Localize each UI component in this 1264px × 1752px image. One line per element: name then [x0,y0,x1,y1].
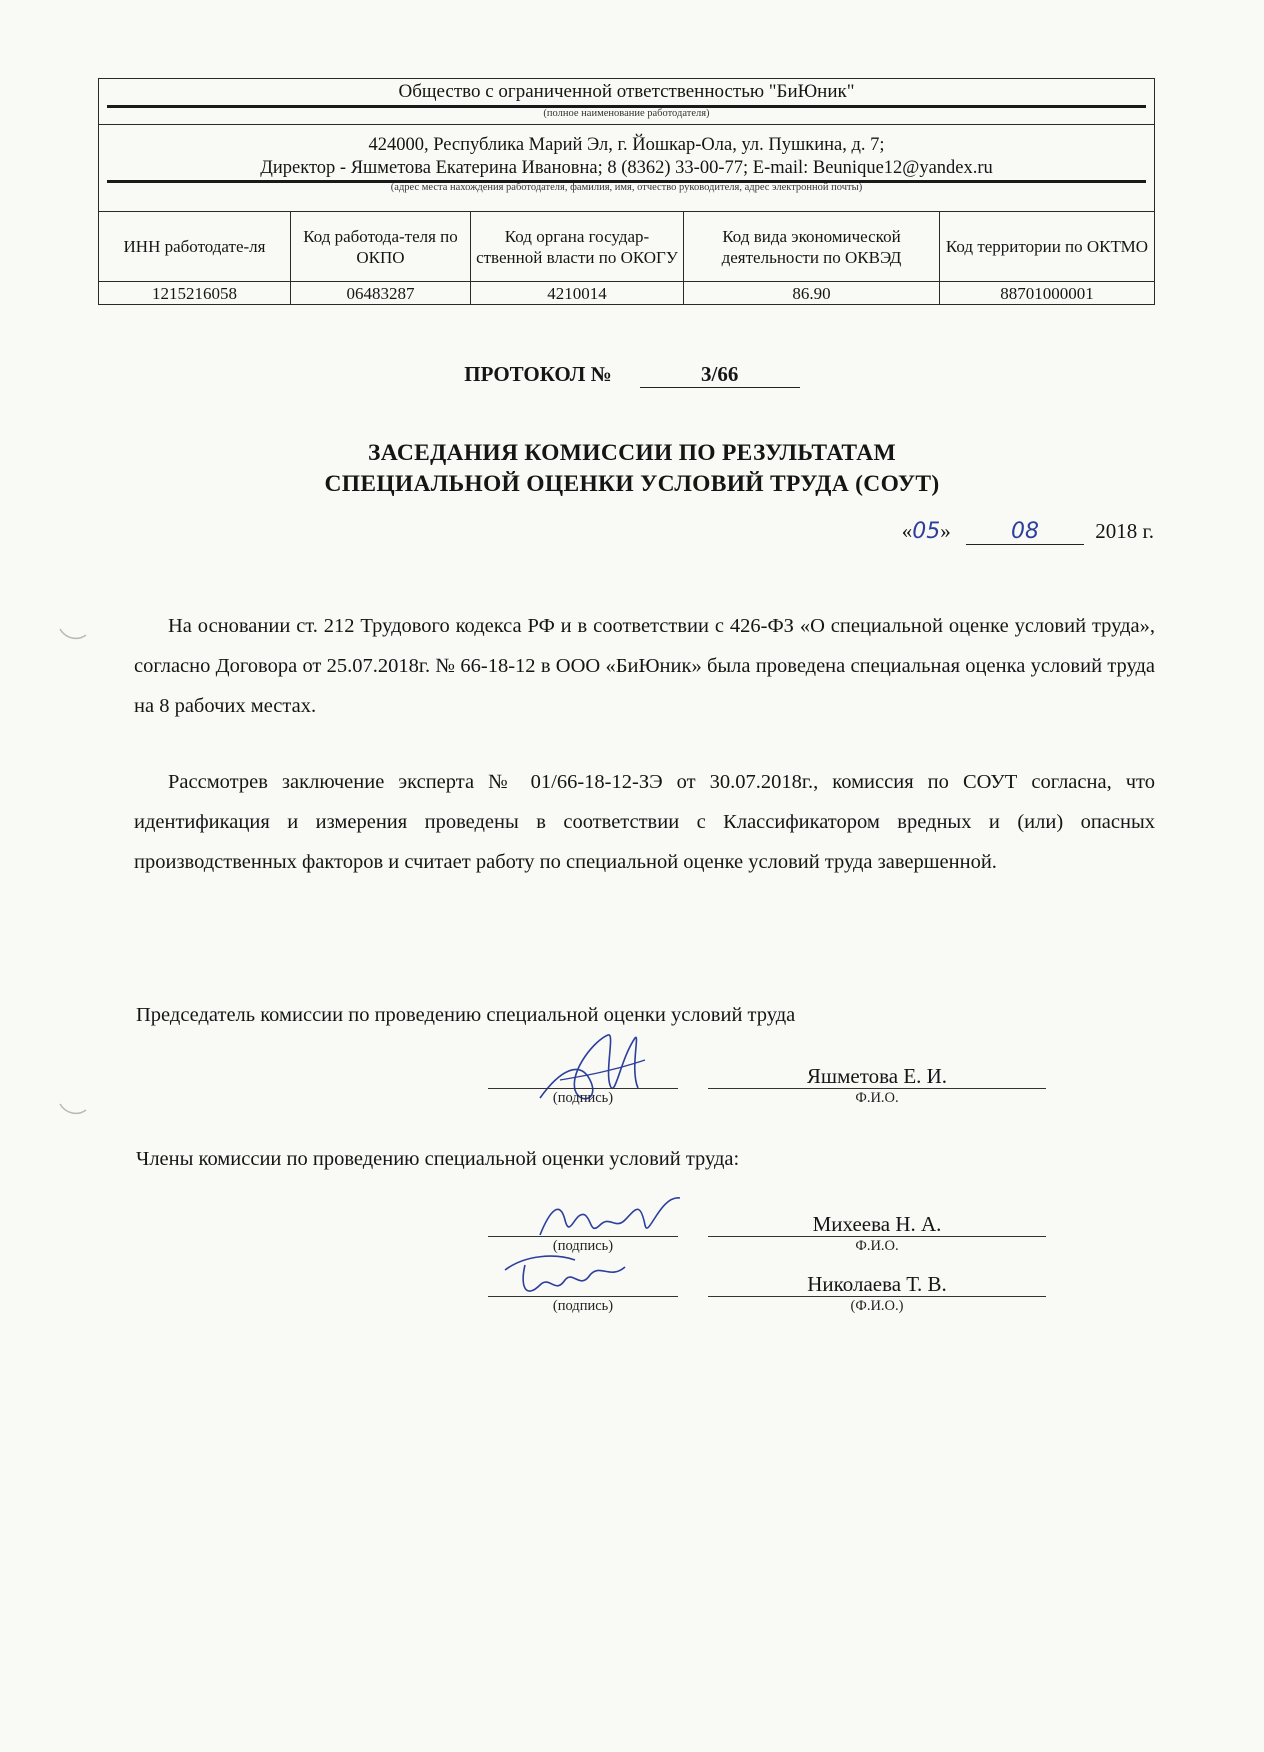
inn-header: ИНН работодате-ля [99,212,291,282]
oktmo-value: 88701000001 [940,282,1155,305]
document-date [902,519,1154,545]
date-year: 2018 г. [1095,519,1154,543]
punch-mark-icon [58,1100,88,1120]
member-1-name-caption: Ф.И.О. [855,1238,899,1254]
address-caption: (адрес места нахождения работодателя, фамилия, имя, отчество руководителя, адрес электронной почты) [390,182,863,193]
member-1-signature-caption: (подпись) [552,1238,614,1254]
member-2-name-line [708,1296,1046,1297]
address-line-1: 424000, Республика Марий Эл, г. Йошкар-Ола, ул. Пушкина, д. 7; [368,135,885,155]
chair-signature-caption: (подпись) [552,1090,614,1106]
org-caption: (полное наименование работодателя) [543,108,710,119]
member-2-name: Николаева Т. В. [807,1272,947,1296]
member-2-signature-caption: (подпись) [552,1298,614,1314]
codes-header-row [99,212,1154,282]
okved-header: Код вида экономической деятельности по ОКВЭД [684,212,940,282]
protocol-heading [0,362,1264,388]
protocol-label: ПРОТОКОЛ № [464,362,612,386]
member-2-signature-line [488,1296,678,1297]
chair-name-caption: Ф.И.О. [855,1090,899,1106]
paragraph-basis: На основании ст. 212 Трудового кодекса РФ и в соответствии с 426-ФЗ «О специальной оценке условий труда», согласно Договора от 25.07.2018г. № 66-18-12 в ООО «БиЮник» была проведена специальная оценка условий труда на 8 рабочих местах. [134,615,1155,717]
oktmo-header: Код территории по ОКТМО [940,212,1155,282]
employer-header [98,78,1155,305]
okogu-value: 4210014 [471,282,684,305]
okpo-value: 06483287 [291,282,471,305]
org-name: Общество с ограниченной ответственностью "БиЮник" [398,81,855,102]
punch-mark-icon [58,625,88,645]
paragraph-conclusion: Рассмотрев заключение эксперта № 01/66-18-12-ЗЭ от 30.07.2018г., комиссия по СОУТ согласна, что идентификация и измерения проведены в соответствии с Классификатором вредных и (или) опасных производственных факторов и считает работу по специальной оценке условий труда завершенной. [134,771,1155,873]
member-1-signature-line [488,1236,678,1237]
member-2-name-caption: (Ф.И.О.) [850,1298,904,1314]
inn-value: 1215216058 [99,282,291,305]
date-open-quote: « [901,519,913,543]
okogu-header: Код органа государ-ственной власти по ОКОГУ [471,212,684,282]
chair-name: Яшметова Е. И. [806,1064,948,1088]
chair-signature-line [488,1088,678,1089]
chair-label: Председатель комиссии по проведению специальной оценки условий труда [136,1004,796,1026]
chair-name-line [708,1088,1046,1089]
okved-value: 86.90 [684,282,940,305]
member-1-name: Михеева Н. А. [812,1212,942,1236]
members-label: Члены комиссии по проведению специальной оценки условий труда: [136,1148,740,1170]
codes-table [99,211,1154,304]
title-line-2: СПЕЦИАЛЬНОЙ ОЦЕНКИ УСЛОВИЙ ТРУДА (СОУТ) [324,471,940,497]
member-1-name-line [708,1236,1046,1237]
date-day: 05 [912,519,941,544]
okpo-header: Код работода-теля по ОКПО [291,212,471,282]
title-line-1: ЗАСЕДАНИЯ КОМИССИИ ПО РЕЗУЛЬТАТАМ [368,440,896,466]
address-line-2: Директор - Яшметова Екатерина Ивановна; 8 (8362) 33-00-77; E-mail: Beunique12@yandex.ru [260,158,993,178]
protocol-number: 3/66 [640,362,800,388]
codes-value-row [99,282,1154,305]
date-month: 08 [1011,519,1039,544]
divider [99,124,1154,125]
date-close-quote: » [940,519,951,543]
document-title [0,438,1264,500]
